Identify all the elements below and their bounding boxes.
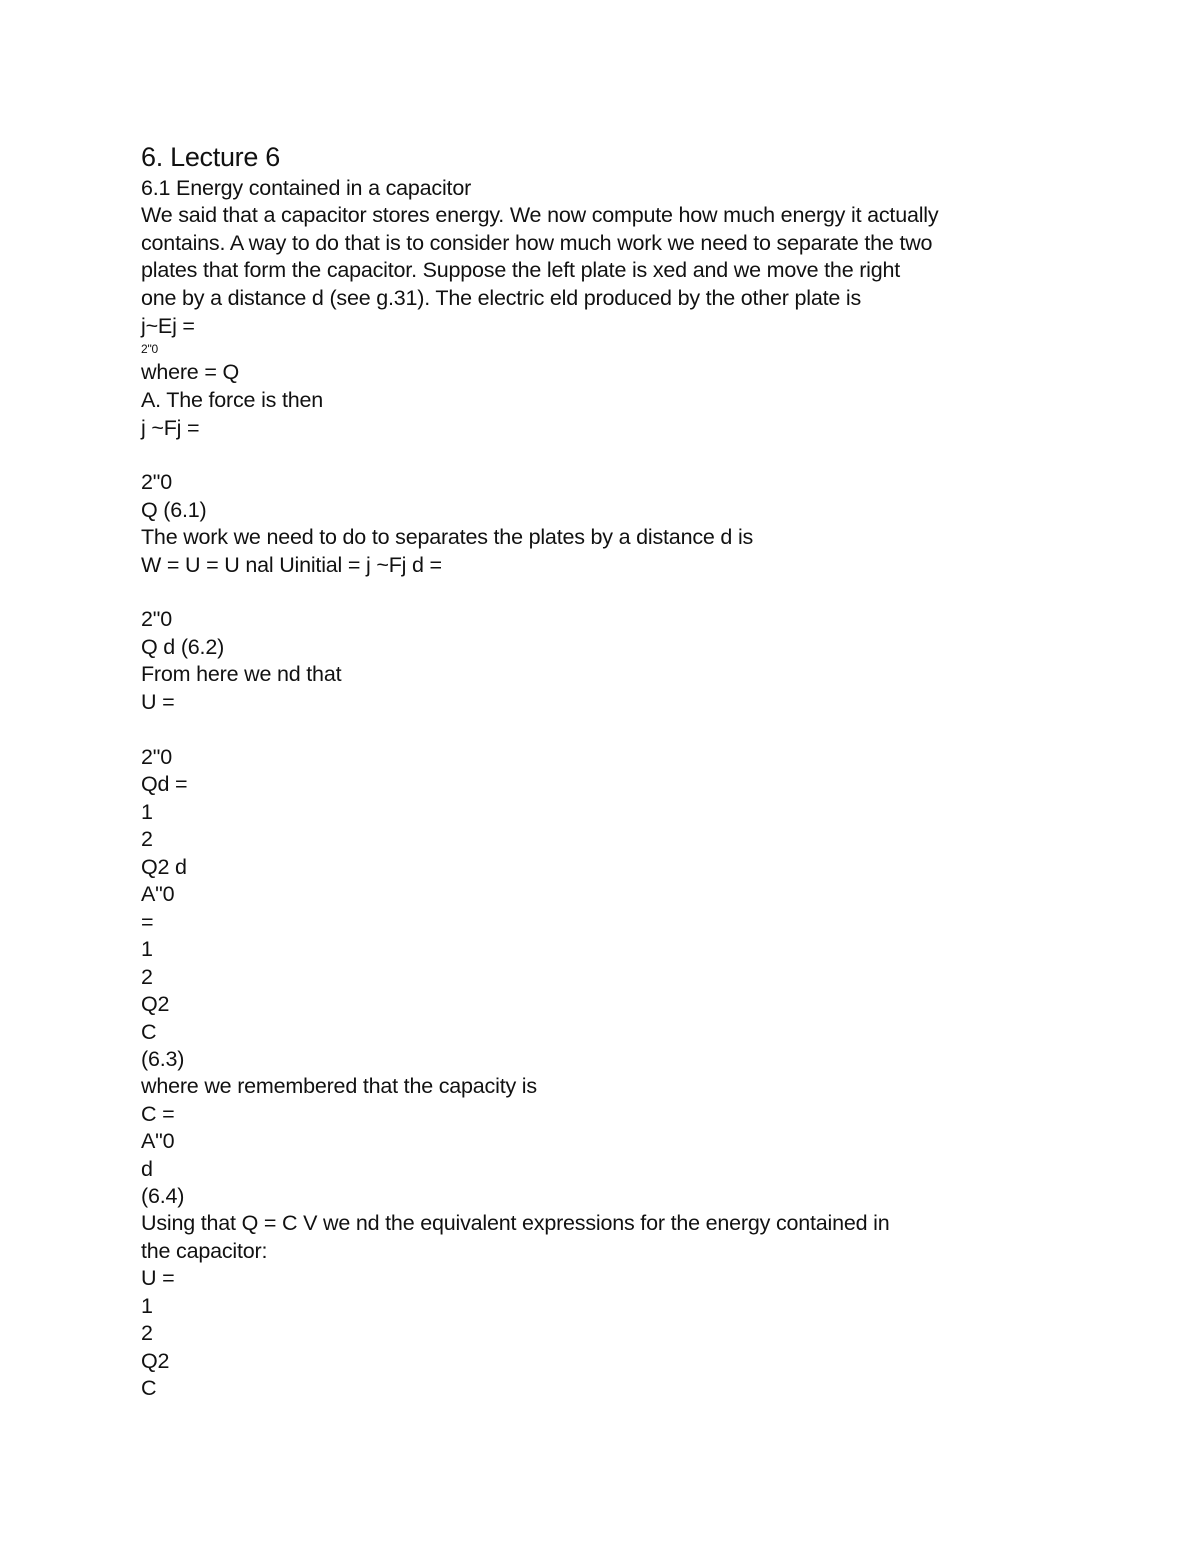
- paragraph-line: the capacitor:: [141, 1239, 268, 1263]
- paragraph-line: A. The force is then: [141, 388, 324, 412]
- equation-fragment: U =: [141, 690, 175, 714]
- equation-fragment: 2"0: [141, 342, 159, 356]
- equation-fragment: j~Ej =: [141, 314, 195, 338]
- equation-fragment: j ~Fj =: [141, 416, 200, 440]
- paragraph-line: The work we need to do to separates the plates by a distance d is: [141, 525, 754, 549]
- equation-fragment: 1: [141, 937, 153, 961]
- section-heading: 6.1 Energy contained in a capacitor: [141, 176, 472, 200]
- equation-fragment: Q2 d: [141, 855, 187, 879]
- equation-fragment: C =: [141, 1102, 175, 1126]
- equation-label: (6.3): [141, 1047, 185, 1071]
- paragraph-line: plates that form the capacitor. Suppose the left plate is xed and we move the right: [141, 258, 901, 282]
- equation-fragment: Q2: [141, 992, 170, 1016]
- equation-fragment: d: [141, 1157, 153, 1181]
- equation-fragment: 2"0: [141, 745, 172, 769]
- equation-fragment: C: [141, 1376, 157, 1400]
- equation-fragment: A"0: [141, 882, 175, 906]
- paragraph-line: one by a distance d (see g.31). The electric eld produced by the other plate is: [141, 286, 862, 310]
- equation-fragment: 1: [141, 1294, 153, 1318]
- equation-fragment: where = Q: [141, 360, 239, 384]
- paragraph-line: Using that Q = C V we nd the equivalent expressions for the energy contained in: [141, 1211, 890, 1235]
- paragraph-line: where we remembered that the capacity is: [141, 1074, 537, 1098]
- equation-fragment: C: [141, 1020, 157, 1044]
- equation-fragment: 2"0: [141, 607, 172, 631]
- paragraph-line: We said that a capacitor stores energy. We now compute how much energy it actually: [141, 203, 939, 227]
- paragraph-line: contains. A way to do that is to consider how much work we need to separate the two: [141, 231, 933, 255]
- equation-fragment: U =: [141, 1266, 175, 1290]
- document-title: 6. Lecture 6: [141, 142, 280, 172]
- equation-fragment: 2: [141, 1321, 153, 1345]
- equation-fragment: 2"0: [141, 470, 172, 494]
- equation-label: (6.4): [141, 1184, 185, 1208]
- equation-fragment: =: [141, 910, 154, 934]
- equation-fragment: A"0: [141, 1129, 175, 1153]
- equation-fragment: Qd =: [141, 772, 188, 796]
- equation-fragment: W = U = U nal Uinitial = j ~Fj d =: [141, 553, 442, 577]
- equation-label: Q d (6.2): [141, 635, 225, 659]
- paragraph-line: From here we nd that: [141, 662, 342, 686]
- equation-fragment: Q2: [141, 1349, 170, 1373]
- equation-label: Q (6.1): [141, 498, 207, 522]
- equation-fragment: 1: [141, 800, 153, 824]
- equation-fragment: 2: [141, 827, 153, 851]
- equation-fragment: 2: [141, 965, 153, 989]
